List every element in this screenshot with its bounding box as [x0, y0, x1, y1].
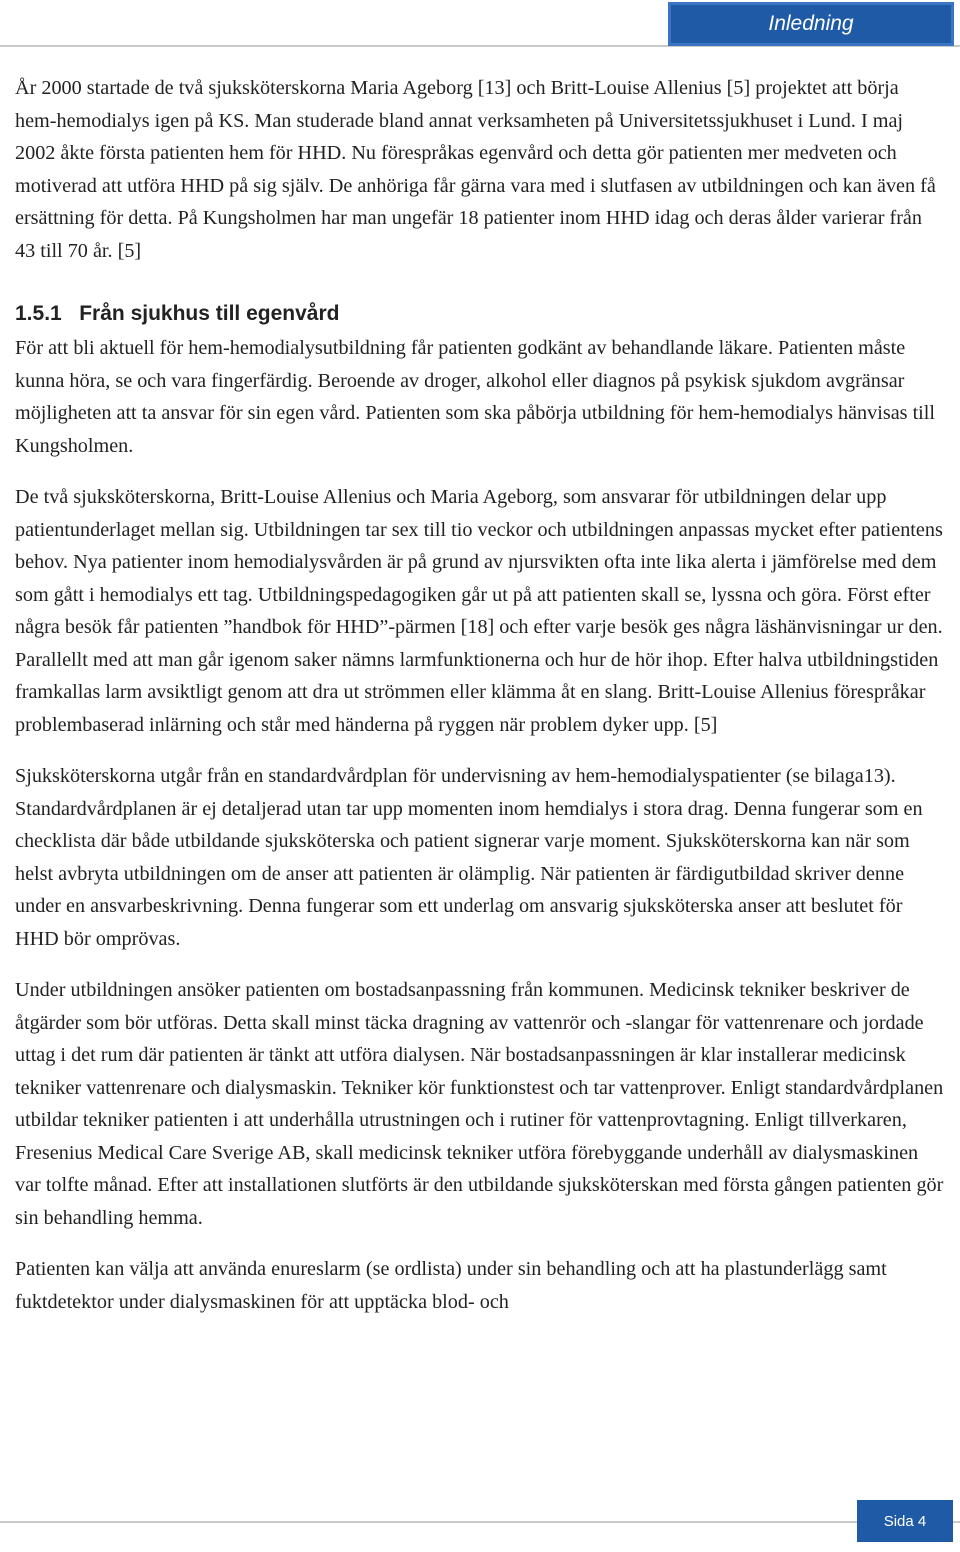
body-paragraph: Under utbildningen ansöker patienten om bostadsanpassning från kommunen. Medicinsk tekniker beskriver de åtgärder som bör utföras. Detta skall minst täcka dragning av vattenrör och -slangar för vattenrenare och jordade uttag i det rum där patienten är tänkt att utföra dialysen. När bostadsanpassningen är klar installerar medicinsk tekniker vattenrenare och dialysmaskin. Tekniker kör funktionstest och tar vattenprover. Enligt standardvårdplanen utbildar tekniker patienten i att underhålla utrustningen och i rutiner för vattenprovtagning. Enligt tillverkaren, Fresenius Medical Care Sverige AB, skall medicinsk tekniker utföra förebyggande underhåll av dialysmaskinen var tolfte månad. Efter att installationen slutförts är den utbildande sjuksköterskan med första gången patienten gör sin behandling hemma.: [15, 979, 944, 1229]
section-number: 1.5.1: [15, 302, 62, 325]
body-paragraph: År 2000 startade de två sjuksköterskorna Maria Ageborg [13] och Britt-Louise Allenius [5] projektet att börja hem-hemodialys igen på KS. Man studerade bland annat verksamheten på Universitetssjukhuset i Lund. I maj 2002 åkte första patienten hem för HHD. Nu förespråkas egenvård och detta gör patienten mer medveten och motiverad att utföra HHD på sig själv. De anhöriga får gärna vara med i slutfasen av utbildningen och kan även få ersättning för detta. På Kungsholmen har man ungefär 18 patienter inom HHD idag och deras ålder varierar från 43 till 70 år. [5]: [15, 77, 936, 262]
footer-rule: [0, 1521, 960, 1523]
document-body: [15, 72, 945, 1318]
section-heading: [15, 296, 945, 332]
page-number-tab: [857, 1500, 953, 1542]
body-paragraph: Sjuksköterskorna utgår från en standardvårdplan för undervisning av hem-hemodialyspatienter (se bilaga13). Standardvårdplanen är ej detaljerad utan tar upp momenten inom hemdialys i stora drag. Denna fungerar som en checklista där både utbildande sjuksköterska och patient signerar varje moment. Sjuksköterskorna kan när som helst avbryta utbildningen om de anser att patienten är olämplig. När patienten är färdigutbildad skriver denne under en ansvarbeskrivning. Denna fungerar som ett underlag om ansvarig sjuksköterska anser att beslutet för HHD bör omprövas.: [15, 765, 923, 950]
page-number: Sida 4: [883, 1512, 927, 1530]
body-paragraph: För att bli aktuell för hem-hemodialysutbildning får patienten godkänt av behandlande läkare. Patienten måste kunna höra, se och vara fingerfärdig. Beroende av droger, alkohol eller diagnos på psykisk sjukdom avgränsar möjligheten att ta ansvar för sin egen vård. Patienten som ska påbörja utbildning för hem-hemodialys hänvisas till Kungsholmen.: [15, 337, 935, 457]
section-header-tab: [668, 2, 954, 46]
body-paragraph: De två sjuksköterskorna, Britt-Louise Allenius och Maria Ageborg, som ansvarar för utbildningen delar upp patientunderlaget mellan sig. Utbildningen tar sex till tio veckor och utbildningen anpassas mycket efter patientens behov. Nya patienter inom hemodialysvården är på grund av njursvikten ofta inte lika alerta i jämförelse med dem som gått i hemodialys ett tag. Utbildningspedagogiken går ut på att patienten skall se, lyssna och göra. Först efter några besök får patienten ”handbok för HHD”-pärmen [18] och efter varje besök ges några läshänvisningar ur den. Parallellt med att man går igenom saker nämns larmfunktionerna och hur de hör ihop. Efter halva utbildningstiden framkallas larm avsiktligt genom att dra ut strömmen eller klämma åt en slang. Britt-Louise Allenius förespråkar problembaserad inlärning och står med händerna på ryggen när problem dyker upp. [5]: [15, 486, 943, 736]
body-paragraph: Patienten kan välja att använda enureslarm (se ordlista) under sin behandling och att ha plastunderlägg samt fuktdetektor under dialysmaskinen för att upptäcka blod- och: [15, 1258, 887, 1313]
section-title: Från sjukhus till egenvård: [79, 302, 340, 325]
section-header-title: Inledning: [768, 12, 854, 35]
